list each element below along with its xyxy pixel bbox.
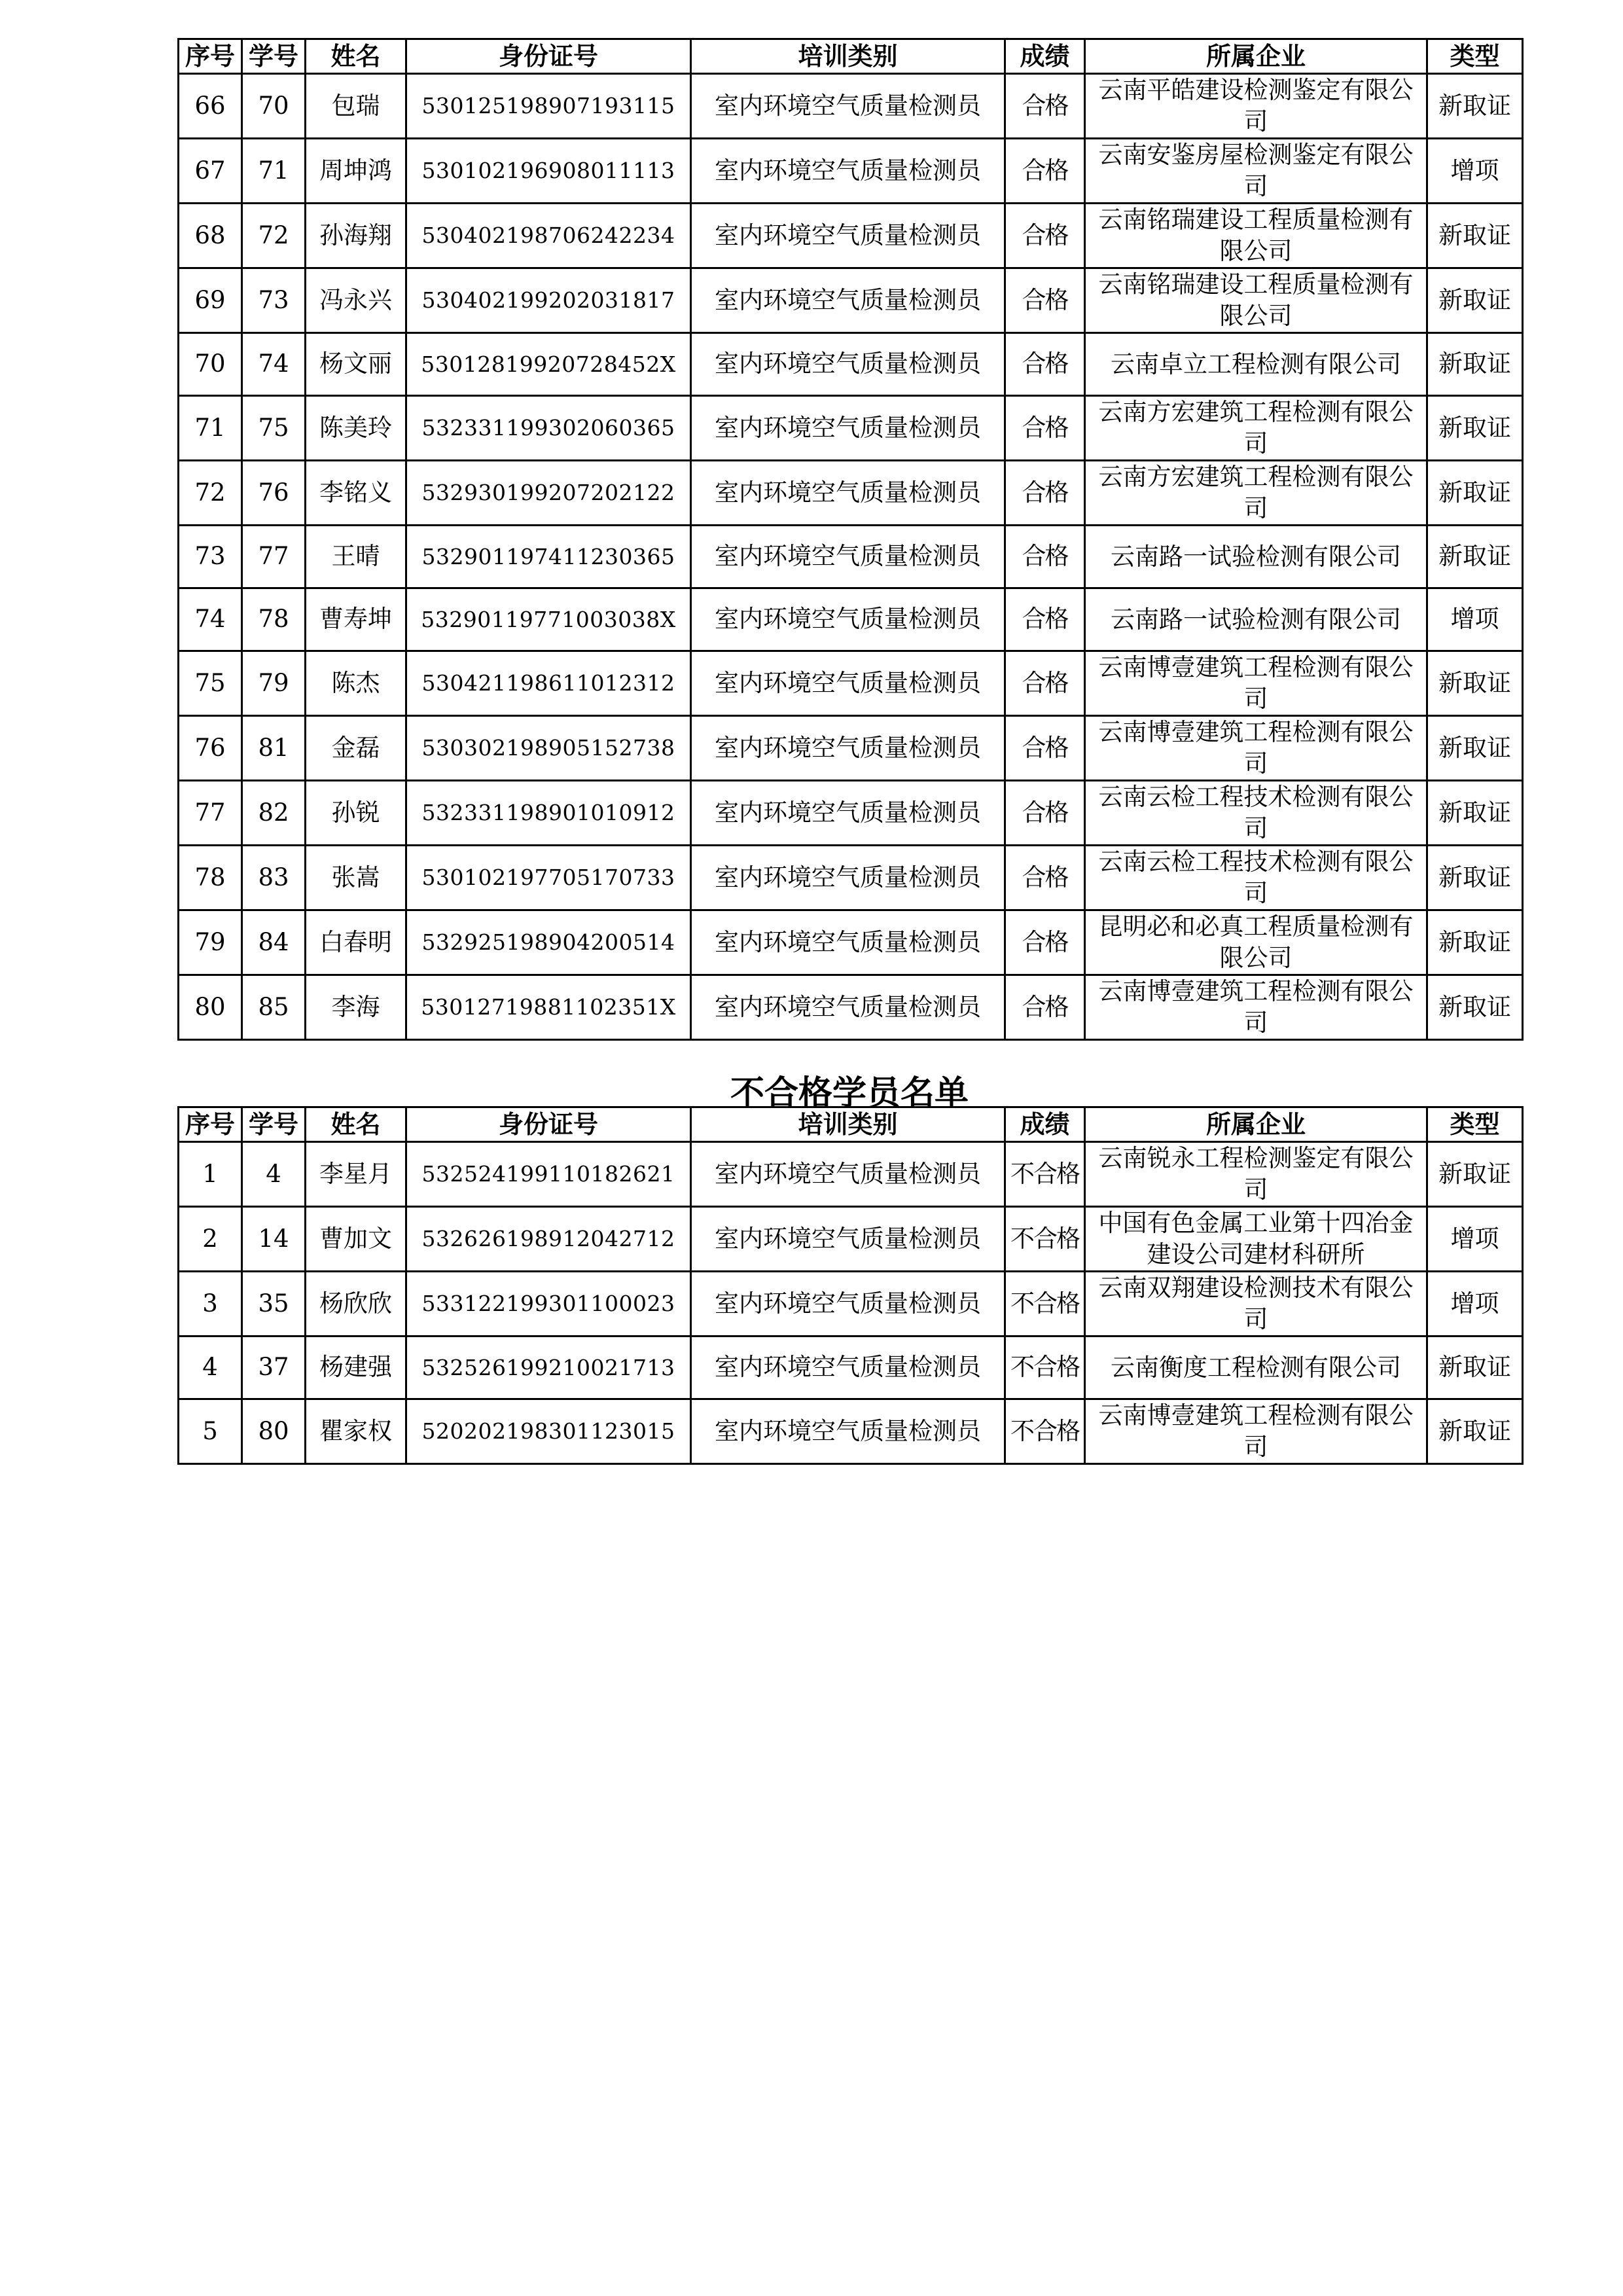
cell-type: 新取证 [1427,781,1523,846]
cell-result: 合格 [1005,139,1085,204]
cell-company: 云南卓立工程检测有限公司 [1085,333,1427,396]
table-row [179,975,1523,1040]
cell-id-number: 532925198904200514 [406,910,691,975]
table-row [179,74,1523,139]
header-seq-no: 序号 [179,39,242,74]
cell-id-number: 532331199302060365 [406,396,691,461]
cell-result: 合格 [1005,716,1085,781]
table-row [179,396,1523,461]
cell-training-category: 室内环境空气质量检测员 [691,461,1005,526]
cell-student-no: 81 [242,716,306,781]
cell-training-category: 室内环境空气质量检测员 [691,1207,1005,1272]
cell-training-category: 室内环境空气质量检测员 [691,204,1005,268]
cell-seq-no: 80 [179,975,242,1040]
table-row [179,1272,1523,1336]
table-row [179,588,1523,651]
cell-company: 云南云检工程技术检测有限公司 [1085,846,1427,910]
cell-result: 合格 [1005,396,1085,461]
cell-training-category: 室内环境空气质量检测员 [691,910,1005,975]
failed-students-table [177,1106,1524,1465]
header-name: 姓名 [306,39,406,74]
cell-name: 陈杰 [306,651,406,716]
cell-student-no: 85 [242,975,306,1040]
cell-name: 王晴 [306,526,406,588]
cell-training-category: 室内环境空气质量检测员 [691,74,1005,139]
cell-type: 新取证 [1427,651,1523,716]
header-type: 类型 [1427,1107,1523,1142]
cell-student-no: 72 [242,204,306,268]
cell-seq-no: 78 [179,846,242,910]
cell-student-no: 76 [242,461,306,526]
cell-student-no: 75 [242,396,306,461]
cell-student-no: 74 [242,333,306,396]
cell-type: 增项 [1427,139,1523,204]
cell-id-number: 530125198907193115 [406,74,691,139]
cell-student-no: 78 [242,588,306,651]
table-row [179,139,1523,204]
cell-result: 合格 [1005,975,1085,1040]
cell-id-number: 532524199110182621 [406,1142,691,1207]
cell-name: 金磊 [306,716,406,781]
cell-company: 云南路一试验检测有限公司 [1085,526,1427,588]
cell-id-number: 53012719881102351X [406,975,691,1040]
cell-id-number: 532331198901010912 [406,781,691,846]
cell-company: 云南衡度工程检测有限公司 [1085,1336,1427,1399]
cell-type: 新取证 [1427,1399,1523,1464]
table-row [179,268,1523,333]
cell-seq-no: 4 [179,1336,242,1399]
cell-type: 新取证 [1427,333,1523,396]
passed-students-table [177,38,1524,1041]
table-row [179,526,1523,588]
cell-seq-no: 76 [179,716,242,781]
cell-company: 昆明必和必真工程质量检测有限公司 [1085,910,1427,975]
header-result: 成绩 [1005,1107,1085,1142]
table-row [179,910,1523,975]
cell-company: 云南锐永工程检测鉴定有限公司 [1085,1142,1427,1207]
cell-name: 孙海翔 [306,204,406,268]
cell-seq-no: 74 [179,588,242,651]
cell-result: 合格 [1005,781,1085,846]
cell-id-number: 530402199202031817 [406,268,691,333]
cell-type: 新取证 [1427,975,1523,1040]
cell-type: 新取证 [1427,846,1523,910]
cell-training-category: 室内环境空气质量检测员 [691,975,1005,1040]
cell-company: 云南方宏建筑工程检测有限公司 [1085,461,1427,526]
cell-name: 陈美玲 [306,396,406,461]
cell-type: 增项 [1427,1272,1523,1336]
cell-student-no: 14 [242,1207,306,1272]
cell-type: 增项 [1427,588,1523,651]
cell-type: 新取证 [1427,396,1523,461]
cell-type: 新取证 [1427,1142,1523,1207]
cell-training-category: 室内环境空气质量检测员 [691,1142,1005,1207]
cell-result: 合格 [1005,651,1085,716]
table-row [179,846,1523,910]
cell-result: 合格 [1005,910,1085,975]
cell-seq-no: 68 [179,204,242,268]
cell-company: 中国有色金属工业第十四冶金建设公司建材科研所 [1085,1207,1427,1272]
header-training-category: 培训类别 [691,39,1005,74]
cell-company: 云南博壹建筑工程检测有限公司 [1085,716,1427,781]
cell-result: 不合格 [1005,1142,1085,1207]
cell-name: 白春明 [306,910,406,975]
header-company: 所属企业 [1085,1107,1427,1142]
cell-company: 云南双翔建设检测技术有限公司 [1085,1272,1427,1336]
cell-result: 不合格 [1005,1336,1085,1399]
cell-id-number: 532626198912042712 [406,1207,691,1272]
table-row [179,651,1523,716]
cell-id-number: 533122199301100023 [406,1272,691,1336]
cell-name: 冯永兴 [306,268,406,333]
table-row [179,204,1523,268]
table-row [179,1336,1523,1399]
cell-name: 张嵩 [306,846,406,910]
cell-company: 云南方宏建筑工程检测有限公司 [1085,396,1427,461]
cell-student-no: 82 [242,781,306,846]
cell-id-number: 530102196908011113 [406,139,691,204]
cell-student-no: 70 [242,74,306,139]
cell-seq-no: 72 [179,461,242,526]
cell-result: 不合格 [1005,1272,1085,1336]
cell-company: 云南平皓建设检测鉴定有限公司 [1085,74,1427,139]
cell-student-no: 79 [242,651,306,716]
cell-type: 新取证 [1427,1336,1523,1399]
cell-training-category: 室内环境空气质量检测员 [691,1399,1005,1464]
header-type: 类型 [1427,39,1523,74]
cell-result: 合格 [1005,268,1085,333]
header-name: 姓名 [306,1107,406,1142]
cell-id-number: 53012819920728452X [406,333,691,396]
header-seq-no: 序号 [179,1107,242,1142]
cell-result: 合格 [1005,461,1085,526]
cell-seq-no: 77 [179,781,242,846]
cell-seq-no: 69 [179,268,242,333]
cell-company: 云南铭瑞建设工程质量检测有限公司 [1085,204,1427,268]
header-id-number: 身份证号 [406,39,691,74]
cell-company: 云南博壹建筑工程检测有限公司 [1085,975,1427,1040]
cell-result: 合格 [1005,846,1085,910]
cell-id-number: 53290119771003038X [406,588,691,651]
cell-student-no: 84 [242,910,306,975]
table-row [179,1207,1523,1272]
cell-training-category: 室内环境空气质量检测员 [691,268,1005,333]
cell-student-no: 80 [242,1399,306,1464]
cell-student-no: 35 [242,1272,306,1336]
cell-id-number: 530302198905152738 [406,716,691,781]
cell-name: 李星月 [306,1142,406,1207]
header-student-no: 学号 [242,1107,306,1142]
cell-training-category: 室内环境空气质量检测员 [691,716,1005,781]
cell-student-no: 73 [242,268,306,333]
cell-result: 不合格 [1005,1207,1085,1272]
header-company: 所属企业 [1085,39,1427,74]
cell-name: 李铭义 [306,461,406,526]
cell-id-number: 530402198706242234 [406,204,691,268]
cell-name: 周坤鸿 [306,139,406,204]
cell-seq-no: 79 [179,910,242,975]
cell-seq-no: 1 [179,1142,242,1207]
cell-company: 云南铭瑞建设工程质量检测有限公司 [1085,268,1427,333]
cell-training-category: 室内环境空气质量检测员 [691,846,1005,910]
cell-id-number: 530102197705170733 [406,846,691,910]
cell-type: 新取证 [1427,74,1523,139]
cell-result: 合格 [1005,74,1085,139]
cell-training-category: 室内环境空气质量检测员 [691,1272,1005,1336]
table-row [179,781,1523,846]
cell-student-no: 83 [242,846,306,910]
cell-seq-no: 3 [179,1272,242,1336]
cell-name: 包瑞 [306,74,406,139]
cell-student-no: 71 [242,139,306,204]
cell-training-category: 室内环境空气质量检测员 [691,588,1005,651]
table-row [179,716,1523,781]
cell-company: 云南博壹建筑工程检测有限公司 [1085,1399,1427,1464]
cell-name: 曹加文 [306,1207,406,1272]
table-row [179,461,1523,526]
cell-result: 合格 [1005,204,1085,268]
cell-student-no: 37 [242,1336,306,1399]
cell-name: 曹寿坤 [306,588,406,651]
header-student-no: 学号 [242,39,306,74]
cell-company: 云南安鉴房屋检测鉴定有限公司 [1085,139,1427,204]
cell-type: 新取证 [1427,461,1523,526]
cell-name: 孙锐 [306,781,406,846]
cell-student-no: 77 [242,526,306,588]
cell-name: 杨建强 [306,1336,406,1399]
cell-type: 增项 [1427,1207,1523,1272]
cell-seq-no: 73 [179,526,242,588]
failed-rows [179,1142,1523,1464]
cell-name: 瞿家权 [306,1399,406,1464]
cell-seq-no: 2 [179,1207,242,1272]
cell-type: 新取证 [1427,204,1523,268]
table-header-row [179,39,1523,74]
cell-id-number: 530421198611012312 [406,651,691,716]
cell-company: 云南路一试验检测有限公司 [1085,588,1427,651]
cell-training-category: 室内环境空气质量检测员 [691,781,1005,846]
cell-seq-no: 66 [179,74,242,139]
cell-training-category: 室内环境空气质量检测员 [691,1336,1005,1399]
cell-company: 云南博壹建筑工程检测有限公司 [1085,651,1427,716]
header-result: 成绩 [1005,39,1085,74]
cell-company: 云南云检工程技术检测有限公司 [1085,781,1427,846]
cell-result: 合格 [1005,526,1085,588]
cell-id-number: 532930199207202122 [406,461,691,526]
cell-student-no: 4 [242,1142,306,1207]
table-row [179,333,1523,396]
cell-training-category: 室内环境空气质量检测员 [691,651,1005,716]
passed-rows [179,74,1523,1040]
cell-result: 合格 [1005,588,1085,651]
cell-name: 杨欣欣 [306,1272,406,1336]
table-row [179,1142,1523,1207]
cell-seq-no: 67 [179,139,242,204]
cell-id-number: 520202198301123015 [406,1399,691,1464]
cell-type: 新取证 [1427,716,1523,781]
failed-list-title: 不合格学员名单 [730,1074,969,1113]
cell-id-number: 532901197411230365 [406,526,691,588]
cell-name: 李海 [306,975,406,1040]
header-training-category: 培训类别 [691,1107,1005,1142]
cell-name: 杨文丽 [306,333,406,396]
cell-training-category: 室内环境空气质量检测员 [691,139,1005,204]
header-id-number: 身份证号 [406,1107,691,1142]
cell-result: 合格 [1005,333,1085,396]
cell-training-category: 室内环境空气质量检测员 [691,526,1005,588]
cell-seq-no: 70 [179,333,242,396]
cell-seq-no: 75 [179,651,242,716]
cell-seq-no: 5 [179,1399,242,1464]
cell-id-number: 532526199210021713 [406,1336,691,1399]
cell-type: 新取证 [1427,526,1523,588]
cell-type: 新取证 [1427,268,1523,333]
cell-training-category: 室内环境空气质量检测员 [691,333,1005,396]
table-header-row [179,1107,1523,1142]
cell-seq-no: 71 [179,396,242,461]
cell-type: 新取证 [1427,910,1523,975]
table-row [179,1399,1523,1464]
cell-training-category: 室内环境空气质量检测员 [691,396,1005,461]
cell-result: 不合格 [1005,1399,1085,1464]
